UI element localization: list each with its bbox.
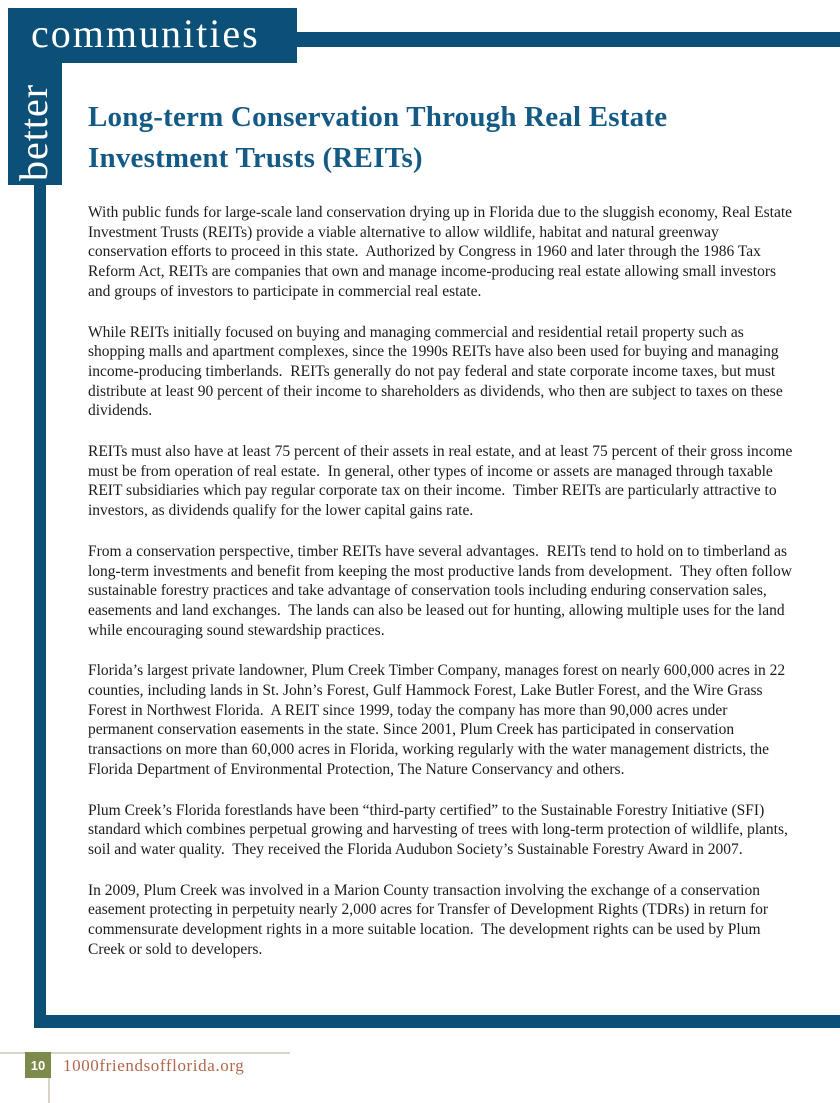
paragraph: In 2009, Plum Creek was involved in a Marion County transaction involving the exchange of a conservation easement protecting in perpetuity nearly 2,000 acres for Transfer of Development Rights (TDRs) in return for commensurate development rights in a more suitable location. The development rights can be used by Plum Creek or sold to developers.	[88, 881, 772, 958]
masthead-brand-communities: communities	[31, 11, 260, 56]
paragraph: REITs must also have at least 75 percent of their assets in real estate, and at least 75 percent of their gross income must be from operation of real estate. In general, other types of income or assets are managed through taxable REIT subsidiaries which pay regular corporate tax on their income. Timber REITs are particularly attractive to investors, as dividends qualify for the lower capital gains rate.	[88, 443, 797, 520]
page-number-badge: 10	[25, 1052, 51, 1078]
bottom-rule-bar	[34, 1015, 840, 1028]
paragraph: From a conservation perspective, timber REITs have several advantages. REITs tend to hold on to timberland as long-term investments and benefit from keeping the most productive lands from development. They often follow sustainable forestry practices and take advantage of conservation tools including enduring conservation sales, easements and land exchanges. The lands can also be leased out for hunting, allowing multiple uses for the land while encouraging sound stewardship practices.	[88, 542, 796, 639]
article	[88, 97, 797, 981]
paragraph: Plum Creek’s Florida forestlands have been “third-party certified” to the Sustainable Forestry Initiative (SFI) standard which combines perpetual growing and harvesting of trees with long-term protection of wildlife, plants, soil and water quality. They received the Florida Audubon Society’s Sustainable Forestry Award in 2007.	[88, 801, 792, 858]
paragraph: Florida’s largest private landowner, Plum Creek Timber Company, manages forest on nearly 600,000 acres in 22 counties, including lands in St. John’s Forest, Gulf Hammock Forest, Lake Butler Forest, and the Wire Grass Forest in Northwest Florida. A REIT since 1999, today the company has more than 90,000 acres under permanent conservation easements in the state. Since 2001, Plum Creek has participated in conservation transactions on more than 60,000 acres in Florida, working regularly with the water management districts, the Florida Department of Environmental Protection, The Nature Conservancy and others.	[88, 662, 790, 778]
article-body	[88, 203, 797, 960]
left-margin-rule	[34, 185, 46, 1028]
article-title: Long-term Conservation Through Real Estate Investment Trusts (REITs)	[88, 101, 668, 174]
website-link[interactable]: 1000friendsofflorida.org	[63, 1056, 245, 1075]
paragraph: With public funds for large-scale land conservation drying up in Florida due to the sluggish economy, Real Estate Investment Trusts (REITs) provide a viable alternative to allow wildlife, habitat and natural greenway conservation efforts to proceed in this state. Authorized by Congress in 1960 and later through the 1986 Tax Reform Act, REITs are companies that own and manage income-producing real estate allowing small investors and groups of investors to participate in commercial real estate.	[88, 204, 796, 300]
masthead-top-rule	[297, 32, 840, 47]
paragraph: While REITs initially focused on buying and managing commercial and residential retail property such as shopping malls and apartment complexes, since the 1990s REITs have also been used for buying and managing income-producing timberlands. REITs generally do not pay federal and state corporate income taxes, but must distribute at least 90 percent of their income to shareholders as dividends, who then are subject to taxes on these dividends.	[88, 323, 787, 420]
masthead-brand-better: better	[11, 83, 56, 181]
footer-vertical-hairline	[48, 1078, 50, 1103]
